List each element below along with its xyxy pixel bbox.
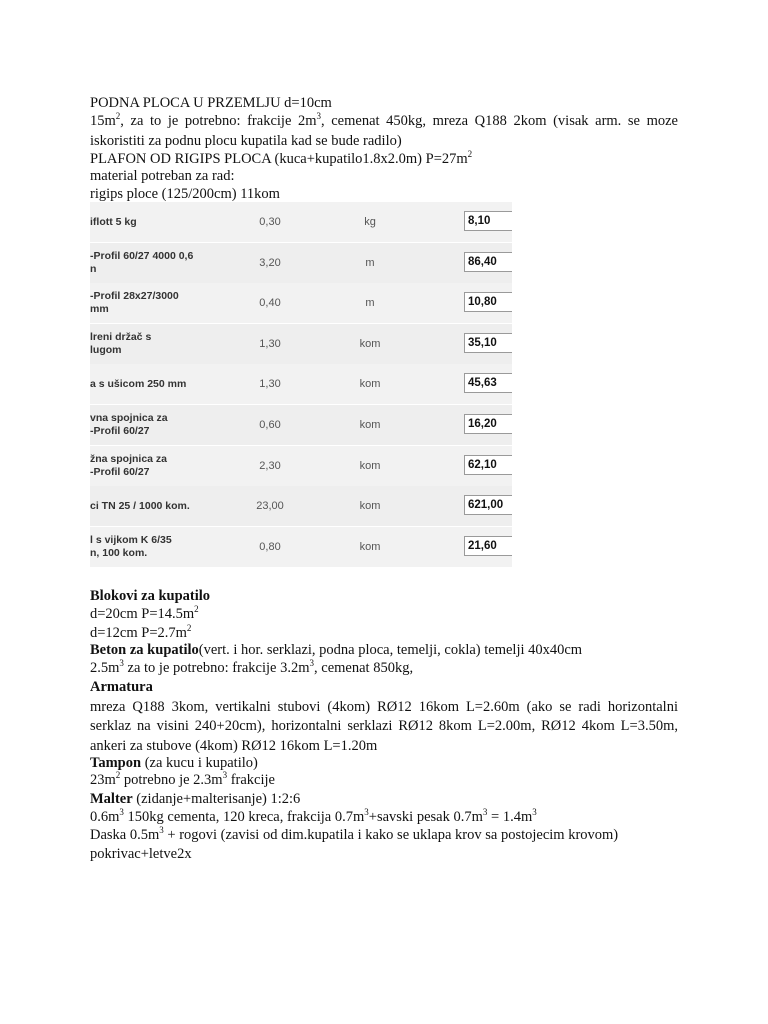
unit: kom — [359, 419, 381, 431]
item-name: lreni držač s lugom — [90, 330, 152, 356]
line-total: 10,80 — [464, 292, 512, 312]
item-name: vna spojnica za -Profil 60/27 — [90, 412, 168, 437]
item-name: ci TN 25 / 1000 kom. — [90, 499, 190, 512]
daska-line-1: Daska $0.5m^3$ + rogovi (zavisi od dim.kupatila i kako se uklapa krov sa postojecim krovom) — [90, 825, 619, 843]
unit: kom — [359, 378, 381, 391]
line-total: 21,60 — [464, 536, 512, 556]
item-name: -Profil 60/27 4000 0,6 n — [90, 249, 194, 275]
unit: m — [365, 297, 375, 310]
unit-price: 1,30 — [259, 378, 281, 391]
table-row — [90, 283, 512, 324]
material-label: material potreban za rad: — [90, 168, 235, 184]
unit-price: 0,30 — [259, 216, 281, 228]
beton-line-2: $2.5m^3$ za to je potrebno: frakcije $3.2m^3$, cemenat 850kg, — [90, 658, 414, 676]
table-row — [90, 243, 512, 284]
malter-line-1: Malter (zidanje+malterisanje) 1:2:6 — [90, 791, 301, 807]
line-total: 621,00 — [464, 495, 512, 515]
blokovi-line-1: d=20cm $P=14.5m^2$ — [90, 604, 199, 622]
table-row — [90, 405, 512, 446]
unit-price: 23,00 — [256, 500, 284, 513]
item-name: a s ušicom 250 mm — [90, 377, 187, 390]
unit-price: 0,80 — [259, 540, 281, 553]
beton-line-1: Beton za kupatilo(vert. i hor. serklazi, podna ploca, temelji, cokla) temelji 40x40cm — [90, 642, 583, 658]
armatura-line-3: ankeri za stubove (4kom) RØ12 16kom L=1.20m — [90, 738, 378, 754]
blokovi-line-2: d=12cm $P=2.7m^2$ — [90, 623, 192, 641]
table-row — [90, 202, 512, 243]
table-row — [90, 364, 512, 405]
unit: kom — [359, 459, 381, 472]
unit: kom — [359, 337, 381, 350]
table-row — [90, 324, 512, 365]
table-row — [90, 486, 512, 527]
unit-price: 1,30 — [259, 337, 281, 350]
unit-price: 3,20 — [259, 256, 281, 269]
unit-price: 0,40 — [259, 297, 281, 310]
podna-ploca-line-2: iskoristiti za podnu plocu kupatila kad se bude radilo) — [90, 133, 402, 149]
tampon-line-1: Tampon (za kucu i kupatilo) — [90, 755, 258, 771]
section-title-plafon: PLAFON OD RIGIPS PLOCA (kuca+kupatilo1.8x2.0m) $P=27m^2$ — [90, 149, 473, 167]
line-total: 8,10 — [464, 211, 512, 231]
armatura-line-2: serklaz na visini 240+20cm), horizontalni serklazi RØ12 8kom L=2.00m, RØ12 4kom L=3.50m, — [90, 718, 678, 734]
item-name: iflott 5 kg — [90, 215, 137, 228]
item-name: žna spojnica za -Profil 60/27 — [90, 452, 168, 478]
unit: m — [365, 256, 375, 269]
material-price-table — [90, 202, 512, 568]
unit-price: 2,30 — [259, 459, 281, 472]
unit: kom — [359, 540, 381, 553]
item-name: l s vijkom K 6/35 n, 100 kom. — [90, 533, 172, 559]
line-total: 45,63 — [464, 373, 512, 393]
unit-price: 0,60 — [259, 419, 281, 431]
unit: kg — [364, 216, 376, 228]
line-total: 16,20 — [464, 414, 512, 434]
malter-line-2: $0.6m^3$ 150kg cementa, 120 kreca, frakcija $0.7m^3+savski$ pesak $0.7m^3 = 1.4m^3$ — [90, 807, 537, 825]
section-title-blokovi: Blokovi za kupatilo — [90, 588, 211, 604]
section-title-podna-ploca: PODNA PLOCA U PRZEMLJU d=10cm — [90, 95, 332, 111]
unit: kom — [359, 500, 381, 513]
section-title-armatura: Armatura — [90, 679, 153, 695]
rigips-line: rigips ploce (125/200cm) 11kom — [90, 186, 280, 202]
table-row — [90, 527, 512, 568]
line-total: 35,10 — [464, 333, 512, 353]
line-total: 62,10 — [464, 455, 512, 475]
line-total: 86,40 — [464, 252, 512, 272]
tampon-line-2: $23m^2$ potrebno je $2.3m^3$ frakcije — [90, 770, 275, 788]
item-name: -Profil 28x27/3000 mm — [90, 290, 179, 316]
podna-ploca-line-1: $15m^2$, za to je potrebno: frakcije $2m^3$, cemenat 450kg, mreza Q188 2kom (visak arm. se moze — [90, 111, 678, 129]
armatura-line-1: mreza Q188 3kom, vertikalni stubovi (4kom) RØ12 16kom L=2.60m (ako se radi horizontalni — [90, 699, 678, 715]
table-row — [90, 446, 512, 487]
daska-line-2: pokrivac+letve2x — [90, 846, 192, 862]
